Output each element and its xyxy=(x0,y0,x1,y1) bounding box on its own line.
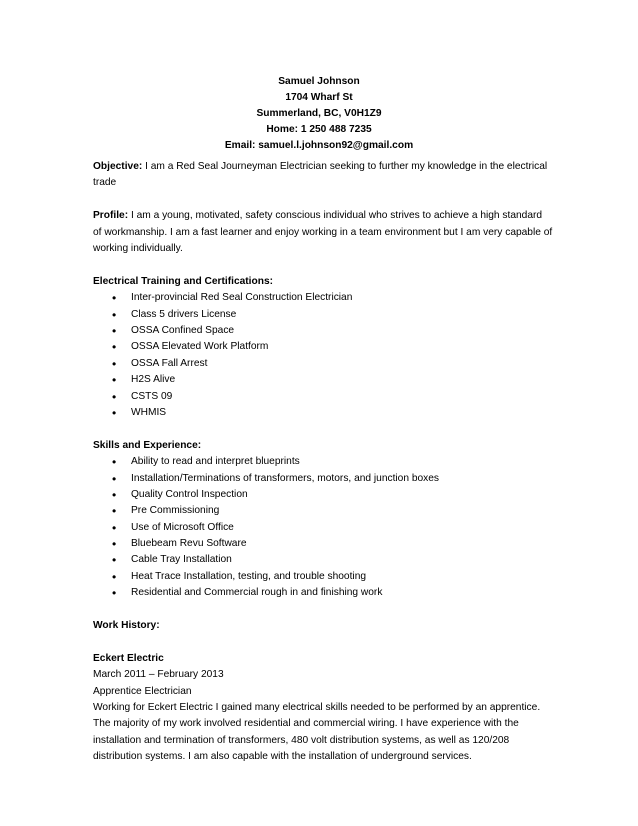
profile-section xyxy=(93,208,553,257)
list-item: • Class 5 drivers License xyxy=(93,307,553,323)
list-item: • Bluebeam Revu Software xyxy=(93,536,553,552)
job-company: Eckert Electric xyxy=(93,652,164,664)
objective-section xyxy=(93,159,553,192)
resume-body xyxy=(93,159,553,766)
list-item: • OSSA Fall Arrest xyxy=(93,356,553,372)
objective-text: I am a Red Seal Journeyman Electrician seeking to further my knowledge in the electrical trade xyxy=(93,161,548,189)
skills-heading: Skills and Experience: xyxy=(93,439,202,451)
city-address: Summerland, BC, V0H1Z9 xyxy=(256,108,382,119)
street-address: 1704 Wharf St xyxy=(285,92,353,103)
job-entry xyxy=(93,651,553,766)
profile-text: I am a young, motivated, safety conscious individual who strives to achieve a high standard of workmanship. I am a fast learner and enjoy working in a team environment but I am very capable of working individually. xyxy=(93,210,553,255)
profile-label: Profile: xyxy=(93,210,129,222)
email-address: Email: samuel.l.johnson92@gmail.com xyxy=(224,140,414,151)
skills-list xyxy=(93,454,553,602)
list-item: • Use of Microsoft Office xyxy=(93,520,553,536)
list-item: • Pre Commissioning xyxy=(93,503,553,519)
job-description: Working for Eckert Electric I gained many electrical skills needed to be performed by an apprentice. The majority of my work involved residential and commercial wiring. I have experience with the installation and termination of transformers, 480 volt distribution systems, as well as 120/208 distribution systems. I am also capable with the installation of underground services. xyxy=(93,702,541,763)
training-heading: Electrical Training and Certifications: xyxy=(93,275,274,287)
list-item: • Ability to read and interpret blueprints xyxy=(93,454,553,470)
phone-number: Home: 1 250 488 7235 xyxy=(266,124,372,135)
list-item: • Heat Trace Installation, testing, and trouble shooting xyxy=(93,569,553,585)
list-item: • Quality Control Inspection xyxy=(93,487,553,503)
list-item: • Cable Tray Installation xyxy=(93,552,553,568)
list-item: • CSTS 09 xyxy=(93,389,553,405)
list-item: • WHMIS xyxy=(93,405,553,421)
job-title: Apprentice Electrician xyxy=(93,685,192,697)
list-item: • OSSA Confined Space xyxy=(93,323,553,339)
list-item: • OSSA Elevated Work Platform xyxy=(93,339,553,355)
contact-header xyxy=(0,74,638,154)
list-item: • Installation/Terminations of transformers, motors, and junction boxes xyxy=(93,471,553,487)
list-item: • H2S Alive xyxy=(93,372,553,388)
training-list xyxy=(93,290,553,421)
list-item: • Inter-provincial Red Seal Construction Electrician xyxy=(93,290,553,306)
applicant-name: Samuel Johnson xyxy=(278,76,360,87)
work-history-heading: Work History: xyxy=(93,620,160,632)
list-item: • Residential and Commercial rough in and finishing work xyxy=(93,585,553,601)
objective-label: Objective: xyxy=(93,161,143,172)
job-dates: March 2011 – February 2013 xyxy=(93,669,224,681)
